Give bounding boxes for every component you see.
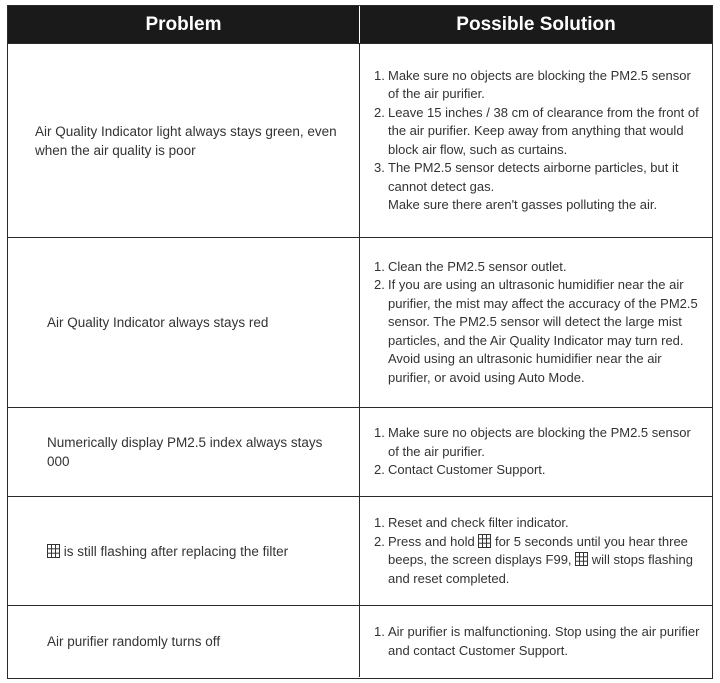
troubleshooting-table bbox=[7, 5, 713, 679]
problem-text: Air Quality Indicator light always stays green, even when the air quality is poor bbox=[35, 123, 337, 158]
solution-list bbox=[360, 258, 712, 388]
list-item: 1. Clean the PM2.5 sensor outlet. bbox=[374, 258, 567, 274]
list-item-extra: Make sure there aren't gasses polluting the air. bbox=[388, 197, 658, 212]
list-item: 1. Make sure no objects are blocking the PM2.5 sensor of the air purifier. bbox=[374, 67, 691, 101]
table-row bbox=[8, 43, 712, 237]
list-item: 2. Press and hold for 5 seconds until you hear three beeps, the screen displays F99, will stops flashing and reset completed. bbox=[374, 533, 693, 586]
problem-cell bbox=[8, 238, 360, 407]
table-row bbox=[8, 407, 712, 496]
filter-grid-icon bbox=[478, 534, 491, 548]
problem-text: Numerically display PM2.5 index always stays 000 bbox=[47, 435, 323, 469]
problem-text: Air Quality Indicator always stays red bbox=[47, 315, 269, 330]
solution-cell bbox=[360, 497, 712, 605]
filter-grid-icon bbox=[47, 544, 60, 558]
solution-list bbox=[360, 67, 712, 215]
solution-list bbox=[360, 623, 712, 660]
solution-cell bbox=[360, 606, 712, 677]
solution-list bbox=[360, 514, 712, 588]
list-item: 2. If you are using an ultrasonic humidifier near the air purifier, the mist may affect the accuracy of the PM2.5 sensor. The PM2.5 sensor will detect the large mist particles, and the Air Quality Indicator may turn red. Avoid using an ultrasonic humidifier near the air purifier, or avoid using Auto Mode. bbox=[374, 277, 698, 385]
problem-cell bbox=[8, 44, 360, 237]
header-solution: Possible Solution bbox=[456, 13, 616, 35]
list-item: 2. Leave 15 inches / 38 cm of clearance from the front of the air purifier. Keep away from anything that would block air flow, such as curtains. bbox=[374, 104, 699, 157]
filter-grid-icon bbox=[575, 552, 588, 566]
solution-cell bbox=[360, 238, 712, 407]
problem-text: is still flashing after replacing the filter bbox=[8, 542, 308, 561]
list-item: 1. Make sure no objects are blocking the PM2.5 sensor of the air purifier. bbox=[374, 425, 691, 459]
list-item: 3. The PM2.5 sensor detects airborne particles, but it cannot detect gas. bbox=[374, 160, 679, 194]
solution-cell bbox=[360, 44, 712, 237]
list-item: 1. Reset and check filter indicator. bbox=[374, 515, 569, 530]
header-problem: Problem bbox=[8, 6, 360, 43]
list-item: 2. Contact Customer Support. bbox=[374, 462, 546, 478]
problem-cell bbox=[8, 408, 360, 496]
solution-cell bbox=[360, 408, 712, 496]
problem-cell bbox=[8, 606, 360, 677]
solution-list bbox=[360, 424, 712, 480]
table-row bbox=[8, 237, 712, 407]
problem-text: Air purifier randomly turns off bbox=[47, 634, 221, 649]
table-row bbox=[8, 605, 712, 677]
table-header bbox=[8, 6, 712, 43]
list-item: 1. Air purifier is malfunctioning. Stop using the air purifier and contact Customer Support. bbox=[374, 624, 700, 658]
table-row bbox=[8, 496, 712, 605]
problem-cell bbox=[8, 497, 360, 605]
